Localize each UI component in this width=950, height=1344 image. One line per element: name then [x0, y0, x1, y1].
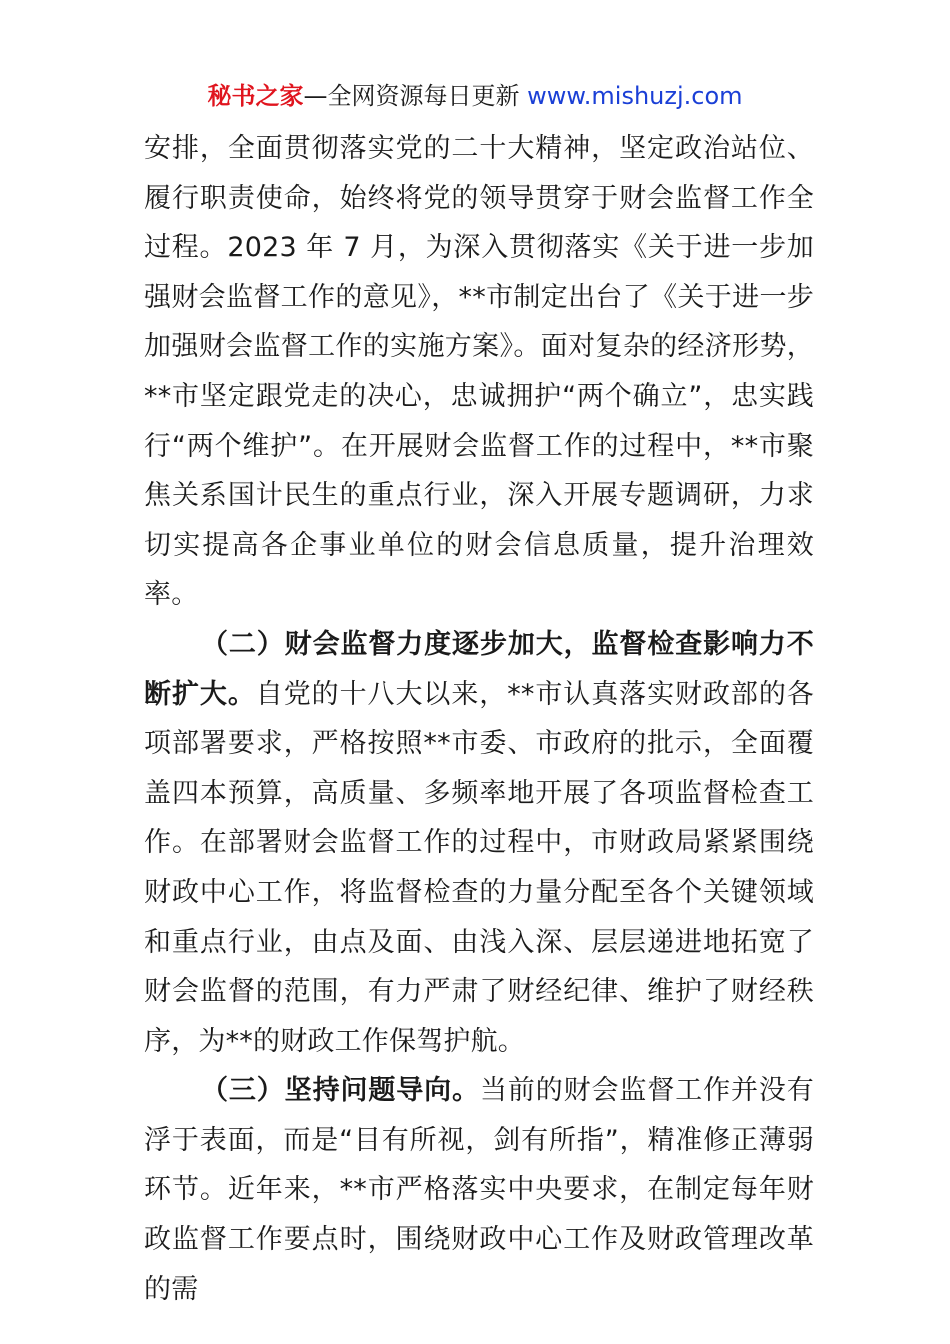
paragraph-3-text: 当前的财会监督工作并没有浮于表面，而是“目有所视，剑有所指”，精准修正薄弱环节。近年来，**市严格落实中央要求，在制定每年财政监督工作要点时，围绕财政中心工作及财政管理改革的需	[144, 1075, 814, 1305]
paragraph-2-heading: （二）财会监督力度逐步加大，监督检查影响力不断扩大。	[144, 628, 814, 710]
site-header	[0, 80, 950, 112]
paragraph-2-text: 自党的十八大以来，**市认真落实财政部的各项部署要求，严格按照**市委、市政府的批示，全面覆盖四本预算，高质量、多频率地开展了各项监督检查工作。在部署财会监督工作的过程中，市财政局紧紧围绕财政中心工作，将监督检查的力量分配至各个关键领域和重点行业，由点及面、由浅入深、层层递进地拓宽了财会监督的范围，有力严肃了财经纪律、维护了财经秩序，为**的财政工作保驾护航。	[144, 678, 814, 1057]
document-body	[144, 124, 814, 1314]
paragraph-3	[144, 1066, 814, 1314]
site-brand: 秘书之家	[207, 82, 304, 110]
site-url-link[interactable]: www.mishuzj.com	[527, 82, 743, 110]
paragraph-1-text: 安排，全面贯彻落实党的二十大精神，坚定政治站位、履行职责使命，始终将党的领导贯穿于财会监督工作全过程。2023 年 7 月，为深入贯彻落实《关于进一步加强财会监督工作的意见》，**市制定出台了《关于进一步加强财会监督工作的实施方案》。面对复杂的经济形势，**市坚定跟党走的决心，忠诚拥护“两个确立”，忠实践行“两个维护”。在开展财会监督工作的过程中，**市聚焦关系国计民生的重点行业，深入开展专题调研，力求切实提高各企事业单位的财会信息质量，提升治理效率。	[144, 133, 814, 611]
paragraph-2	[144, 620, 814, 1066]
paragraph-3-heading: （三）坚持问题导向。	[201, 1075, 480, 1107]
site-tagline: —全网资源每日更新	[303, 82, 528, 110]
paragraph-1	[144, 124, 814, 620]
